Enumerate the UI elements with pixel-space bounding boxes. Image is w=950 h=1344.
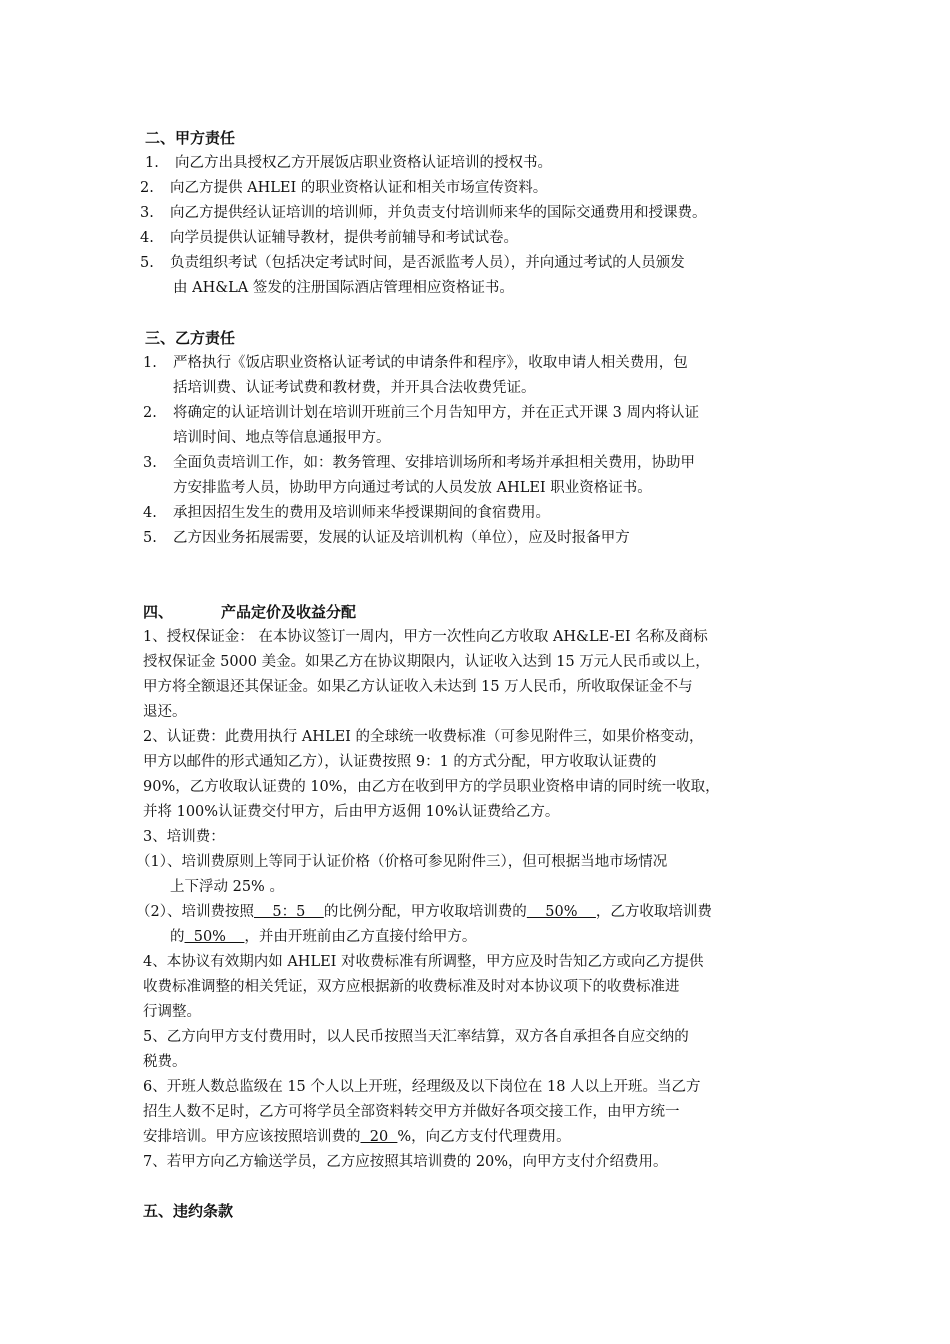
paragraph-line: 的 50% ，并由开班前由乙方直接付给甲方。 [170, 929, 477, 945]
list-item: 2. 向乙方提供 AHLEI 的职业资格认证和相关市场宣传资料。 [140, 180, 548, 196]
paragraph-line: 甲方将全额退还其保证金。如果乙方认证收入未达到 15 万人民币，所收取保证金不与 [143, 679, 693, 695]
paragraph-line: 招生人数不足时，乙方可将学员全部资料转交甲方并做好各项交接工作，由甲方统一 [143, 1104, 680, 1120]
paragraph-line: 2、认证费：此费用执行 AHLEI 的全球统一收费标准（可参见附件三，如果价格变动， [143, 729, 704, 745]
list-item: 4. 承担因招生发生的费用及培训师来华授课期间的食宿费用。 [143, 505, 550, 521]
list-item: 5. 负责组织考试（包括决定考试时间，是否派监考人员），并向通过考试的人员颁发 [140, 255, 685, 271]
paragraph-line: 退还。 [143, 704, 187, 720]
percent-value: 20 [360, 1129, 398, 1145]
section-heading: 四、 产品定价及收益分配 [143, 603, 357, 621]
list-item: 1. 严格执行《饭店职业资格认证考试的申请条件和程序》，收取申请人相关费用，包 [143, 355, 688, 371]
paragraph-line: 授权保证金 5000 美金。如果乙方在协议期限内，认证收入达到 15 万元人民币或以上， [143, 654, 710, 670]
percent-value: 50% [184, 929, 245, 945]
percent-value: 50% [526, 904, 596, 920]
list-item: 1. 向乙方出具授权乙方开展饭店职业资格认证培训的授权书。 [145, 155, 552, 171]
paragraph-line: （2）、培训费按照 5：5 的比例分配，甲方收取培训费的 50% ，乙方收取培训费 [136, 904, 712, 920]
paragraph-line: 安排培训。甲方应该按照培训费的 20 %，向乙方支付代理费用。 [143, 1129, 571, 1145]
paragraph-line: 6、开班人数总监级在 15 个人以上开班，经理级及以下岗位在 18 人以上开班。当乙方 [143, 1079, 701, 1095]
section-heading: 五、违约条款 [143, 1202, 234, 1220]
list-item: 3. 全面负责培训工作，如：教务管理、安排培训场所和考场并承担相关费用，协助甲 [143, 455, 695, 471]
list-item-continuation: 方安排监考人员，协助甲方向通过考试的人员发放 AHLEI 职业资格证书。 [173, 480, 652, 496]
paragraph-line: 1、授权保证金： 在本协议签订一周内，甲方一次性向乙方收取 AH&LE-EI 名称及商标 [143, 629, 708, 645]
list-item-continuation: 括培训费、认证考试费和教材费，并开具合法收费凭证。 [173, 380, 536, 396]
paragraph-line: 7、若甲方向乙方输送学员，乙方应按照其培训费的 20%，向甲方支付介绍费用。 [143, 1154, 668, 1170]
paragraph-line: 上下浮动 25% 。 [170, 879, 284, 895]
paragraph-line: （1）、培训费原则上等同于认证价格（价格可参见附件三），但可根据当地市场情况 [136, 854, 668, 870]
paragraph-line: 90%，乙方收取认证费的 10%，由乙方在收到甲方的学员职业资格申请的同时统一收取， [143, 779, 720, 795]
paragraph-line: 收费标准调整的相关凭证，双方应根据新的收费标准及时对本协议项下的收费标准进 [143, 979, 680, 995]
section-heading: 二、甲方责任 [145, 129, 236, 147]
list-item: 3. 向乙方提供经认证培训的培训师，并负责支付培训师来华的国际交通费用和授课费。 [140, 205, 707, 221]
section-heading: 三、乙方责任 [145, 329, 236, 347]
list-item: 4. 向学员提供认证辅导教材，提供考前辅导和考试试卷。 [140, 230, 518, 246]
paragraph-line: 5、乙方向甲方支付费用时，以人民币按照当天汇率结算，双方各自承担各自应交纳的 [143, 1029, 689, 1045]
paragraph-line: 4、本协议有效期内如 AHLEI 对收费标准有所调整，甲方应及时告知乙方或向乙方提供 [143, 954, 704, 970]
list-item-continuation: 培训时间、地点等信息通报甲方。 [173, 430, 391, 446]
paragraph-line: 行调整。 [143, 1004, 201, 1020]
list-item: 5. 乙方因业务拓展需要，发展的认证及培训机构（单位），应及时报备甲方 [143, 530, 630, 546]
paragraph-line: 并将 100%认证费交付甲方，后由甲方返佣 10%认证费给乙方。 [143, 804, 560, 820]
list-item: 2. 将确定的认证培训计划在培训开班前三个月告知甲方，并在正式开课 3 周内将认证 [143, 405, 699, 421]
paragraph-line: 甲方以邮件的形式通知乙方），认证费按照 9：1 的方式分配，甲方收取认证费的 [143, 754, 657, 770]
paragraph-line: 3、培训费： [143, 829, 225, 845]
ratio-value: 5：5 [253, 904, 324, 920]
list-item-continuation: 由 AH&LA 签发的注册国际酒店管理相应资格证书。 [173, 280, 514, 296]
paragraph-line: 税费。 [143, 1054, 187, 1070]
